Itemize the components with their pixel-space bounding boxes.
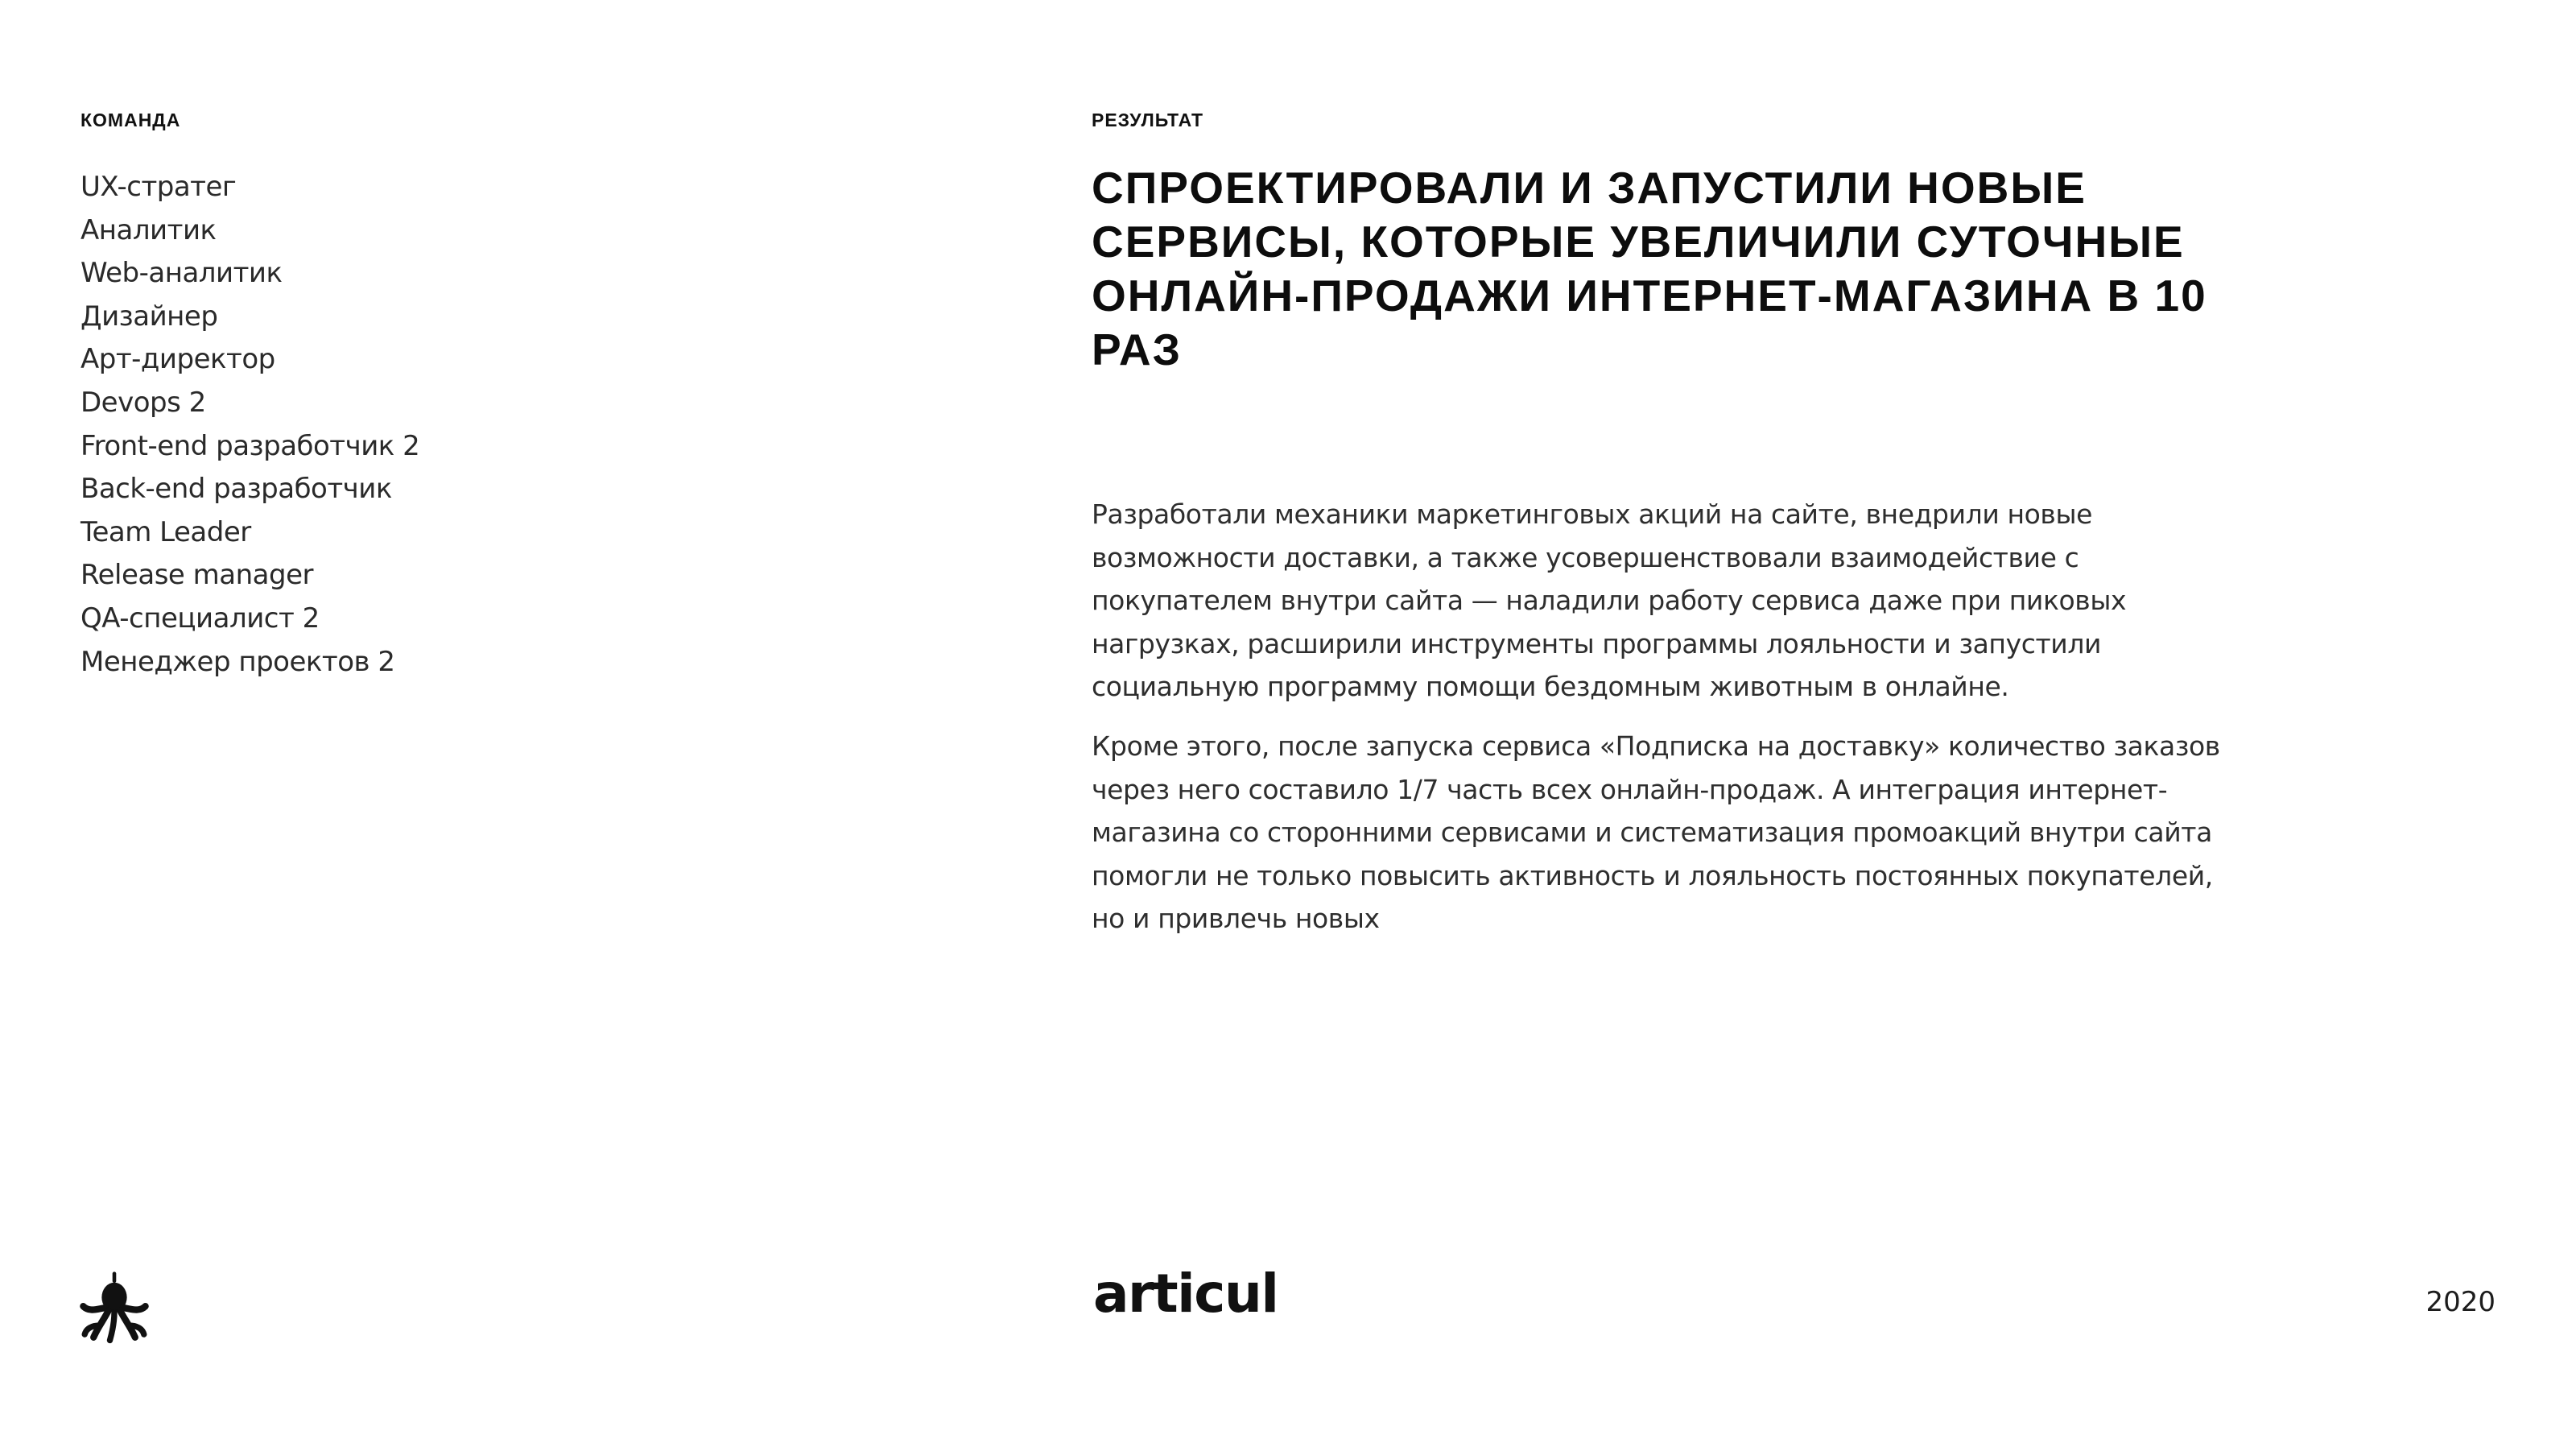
octopus-icon [77,1271,151,1345]
team-member: Аналитик [80,213,217,246]
team-list [80,166,419,684]
team-member: QA-специалист 2 [80,602,320,635]
team-member: UX-стратег [80,171,237,203]
team-member: Front-end разработчик 2 [80,429,420,462]
result-paragraph: Кроме этого, после запуска сервиса «Подписка на доставку» количество заказов через него составило 1/7 часть всех онлайн-продаж. А интеграция интернет-магазина со сторонними сервисами и систематизация промоакций внутри сайта помогли не только повысить активность и лояльность постоянных покупателей, но и привлечь новых [1092,730,2220,935]
team-member: Release manager [80,559,313,592]
team-member: Арт-директор [80,343,275,376]
team-heading: КОМАНДА [80,110,181,130]
result-description [1092,493,2235,957]
year-label: 2020 [2425,1286,2496,1318]
team-member: Дизайнер [80,300,218,333]
team-member: Devops 2 [80,386,206,419]
team-member: Team Leader [80,515,251,548]
team-member: Web-аналитик [80,257,283,290]
result-headline: СПРОЕКТИРОВАЛИ И ЗАПУСТИЛИ НОВЫЕ СЕРВИСЫ, КОТОРЫЕ УВЕЛИЧИЛИ СУТОЧНЫЕ ОНЛАЙН-ПРОДАЖИ ИНТЕРНЕТ-МАГАЗИНА В 10 РАЗ [1092,163,2207,374]
result-paragraph: Разработали механики маркетинговых акций на сайте, внедрили новые возможности доставки, а также усовершенствовали взаимодействие с покупателем внутри сайта — наладили работу сервиса даже при пиковых нагрузках, расширили инструменты программы лояльности и запустили социальную программу помощи бездомным животным в онлайне. [1092,498,2127,703]
team-member: Back-end разработчик [80,473,392,506]
result-heading: РЕЗУЛЬТАТ [1092,110,1204,130]
brand-logo: articul [1093,1263,1278,1325]
team-member: Менеджер проектов 2 [80,645,395,678]
